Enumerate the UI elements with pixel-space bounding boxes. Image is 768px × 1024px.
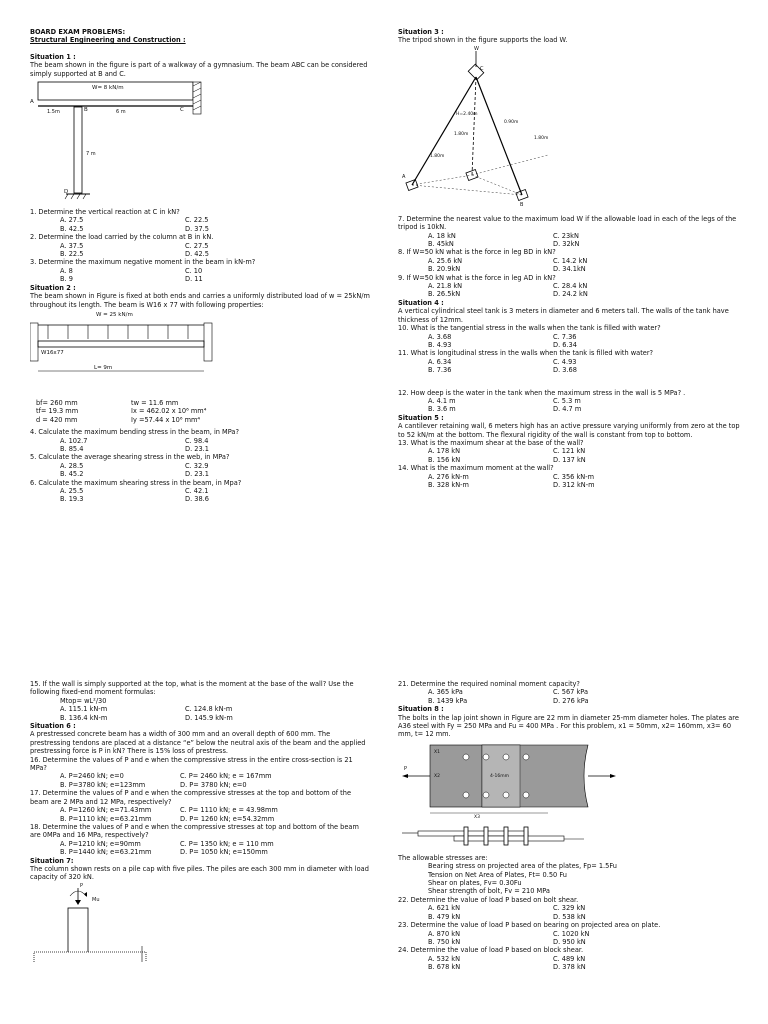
option: C. P= 1110 kN; e = 43.98mm [180, 806, 278, 815]
option: D. 378 kN [553, 963, 586, 972]
option: D. 312 kN-m [553, 481, 595, 489]
question-text: 21. Determine the required nominal moment capacity? [398, 680, 580, 688]
tripod-figure [398, 45, 743, 215]
doc-title: BOARD EXAM PROBLEMS: [30, 28, 126, 36]
situation-7-title: Situation 7: [30, 856, 74, 865]
option: B. 328 kN-m [428, 481, 469, 489]
option: C. 5.3 m [553, 396, 581, 405]
fig8-label-x2: X2 [434, 773, 440, 779]
fig2-section-label: W16x77 [41, 349, 64, 356]
question-text: 10. What is the tangential stress in the walls when the tank is filled with water? [398, 324, 661, 333]
property: d = 420 mm [36, 415, 78, 424]
option: D. 11 [185, 275, 203, 284]
fig7-label-p: P [80, 882, 84, 889]
property: tf= 19.3 mm [36, 407, 79, 416]
situation-5-title: Situation 5 : [398, 413, 444, 422]
allowable-stresses-title: The allowable stresses are: [398, 853, 488, 862]
question-text: 7. Determine the nearest value to the maximum load W if the allowable load in each of the legs of the tripod is 10kN. [398, 214, 737, 232]
fig7-label-mu: Mu [92, 896, 100, 903]
option: B. 156 kN [428, 455, 461, 464]
option: B. 45.2 [60, 470, 84, 479]
situation-3-desc: The tripod shown in the figure supports the load W. [398, 36, 568, 45]
option: B. 678 kN [428, 963, 461, 972]
question-16 [30, 756, 370, 790]
question-text: 2. Determine the load carried by the column at B in kN. [30, 233, 214, 242]
option: B. 20.9kN [428, 265, 461, 274]
beam-column-svg [30, 78, 230, 208]
option: A. 3.68 [428, 332, 452, 341]
option: D. 276 kPa [553, 696, 589, 705]
question-text: 18. Determine the values of P and e when the compressive stresses at top and bottom of the beam are 0MPa and 16 MPa, respectively? [30, 822, 359, 840]
fig3-label-w: W [474, 45, 479, 52]
option: B. 4.93 [428, 340, 452, 349]
situation-8-desc: The bolts in the lap joint shown in Figure are 22 mm in diameter 25-mm diameter holes. The plates are A36 steel with Fy = 250 MPa and Fu = 400 MPa . For this problem, x1 = 50mm, x2= 160mm, x3= 60 mm, t= 12 mm. [398, 713, 739, 739]
question-12 [398, 389, 743, 414]
situation-7-desc: The column shown rests on a pile cap with five piles. The piles are each 300 mm in diameter with load capacity of 320 kN. [30, 864, 369, 882]
option: B. 26.5kN [428, 290, 461, 299]
question-22 [398, 896, 743, 921]
allowable-stresses-list [398, 862, 743, 896]
option: A. 102.7 [60, 436, 88, 445]
option: D. 23.1 [185, 444, 209, 453]
fig1-label-c: C [180, 107, 184, 114]
question-text: 3. Determine the maximum negative moment in the beam in kN-m? [30, 258, 256, 267]
option: B. 22.5 [60, 250, 84, 259]
option: B. 9 [60, 275, 73, 284]
option: C. 14.2 kN [553, 256, 588, 265]
option: D. 32kN [553, 240, 580, 249]
fig1-label-b: B [84, 107, 88, 114]
situation-4-desc: A vertical cylindrical steel tank is 3 meters in diameter and 6 meters tall. The walls of the tank have thickness of 12mm. [398, 307, 729, 324]
question-text: 8. If W=50 kN what is the force in leg BD in kN? [398, 248, 556, 257]
option: B. 19.3 [60, 495, 84, 504]
left-column-top [30, 28, 370, 504]
fixed-beam-figure [30, 309, 370, 399]
question-1 [30, 208, 370, 233]
fig3-dim-3: 1.80m [454, 131, 469, 137]
option: A. 6.34 [428, 357, 452, 366]
option: C. 98.4 [185, 436, 209, 445]
question-text: 12. How deep is the water in the tank when the maximum stress in the wall is 5 MPa? . [398, 388, 686, 397]
question-7 [398, 215, 743, 249]
fig1-dim-1: 1.5m [47, 109, 60, 116]
option: C. 32.9 [185, 461, 209, 470]
option: A. P=1210 kN; e=90mm [60, 839, 141, 848]
option: A. 25.6 kN [428, 256, 463, 265]
fig3-label-a: A [402, 173, 406, 180]
option: C. 28.4 kN [553, 282, 588, 291]
beam-column-figure [30, 78, 370, 208]
option: C. 489 kN [553, 954, 586, 963]
fig3-dim-5: 1.80m [430, 153, 445, 159]
option: B. 7.36 [428, 366, 452, 375]
fig1-label-d: D [64, 189, 69, 196]
option: D. 145.9 kN-m [185, 713, 233, 722]
tripod-svg [398, 45, 598, 215]
fig1-dim-3: 7 m [86, 151, 96, 158]
question-11 [398, 349, 743, 374]
option: A. 27.5 [60, 216, 84, 225]
allowable-stress: Shear strength of bolt, Fv = 210 MPa [428, 887, 550, 896]
option: A. 276 kN-m [428, 472, 469, 481]
option: B. 479 kN [428, 912, 461, 921]
situation-1-desc: The beam shown in the figure is part of a walkway of a gymnasium. The beam ABC can be considered simply supported at B and C. [30, 61, 368, 78]
question-24 [398, 946, 743, 971]
question-2 [30, 233, 370, 258]
question-15 [30, 680, 370, 722]
option: A. 532 kN [428, 954, 461, 963]
question-text: 11. What is longitudinal stress in the walls when the tank is filled with water? [398, 349, 654, 358]
question-17 [30, 789, 370, 823]
pile-cap-svg [30, 882, 230, 962]
question-18 [30, 823, 370, 857]
question-10 [398, 324, 743, 349]
formula: Mtop= wL²/30 [60, 696, 107, 705]
option: A. 365 kPa [428, 688, 463, 697]
option: A. 37.5 [60, 241, 84, 250]
option: B. 136.4 kN-m [60, 713, 108, 722]
question-9 [398, 274, 743, 299]
question-13 [398, 439, 743, 464]
option: D. P= 1260 kN; e=54.32mm [180, 814, 275, 823]
option: B. P=1110 kN; e=63.21mm [60, 814, 152, 823]
option: D. 23.1 [185, 470, 209, 479]
option: D. 538 kN [553, 912, 586, 921]
option: A. P=1260 kN; e=71.43mm [60, 806, 152, 815]
fig2-load-label: W = 25 kN/m [96, 311, 133, 318]
question-text: 22. Determine the value of load P based on bolt shear. [398, 895, 579, 904]
question-text: 5. Calculate the average shearing stress in the web, in MPa? [30, 453, 230, 462]
option: B. 42.5 [60, 224, 84, 233]
fig8-label-x1: X1 [434, 749, 440, 755]
pile-cap-figure [30, 882, 370, 962]
option: C. 1020 kN [553, 929, 590, 938]
situation-6-title: Situation 6 : [30, 722, 76, 731]
doc-subtitle: Structural Engineering and Construction : [30, 36, 186, 45]
situation-2-desc: The beam shown in Figure is fixed at both ends and carries a uniformly distributed load of w = 25kN/m throughout its length. The beam is W16 x 77 with following properties: [30, 292, 370, 309]
property: bf= 260 mm [36, 398, 78, 407]
fig3-dim-1: H=2.40m [456, 111, 478, 117]
option: C. 356 kN-m [553, 472, 595, 481]
question-23 [398, 921, 743, 946]
section-properties [30, 399, 370, 424]
question-4 [30, 428, 370, 453]
fig8-label-p-left: P [404, 765, 408, 772]
fig8-label-x3: X3 [474, 814, 480, 820]
option: B. 1439 kPa [428, 696, 468, 705]
property: Iy =57.44 x 10⁶ mm⁴ [131, 415, 201, 424]
right-column-bottom [398, 680, 743, 972]
fig1-dim-2: 6 m [116, 109, 126, 116]
option: A. 115.1 kN-m [60, 705, 108, 714]
option: C. 10 [185, 266, 203, 275]
question-6 [30, 479, 370, 504]
property: tw = 11.6 mm [131, 398, 179, 407]
option: D. 24.2 kN [553, 290, 588, 299]
option: A. 870 kN [428, 929, 461, 938]
question-text: 16. Determine the values of P and e when the compressive stress in the entire cross-section is 21 MPa? [30, 755, 353, 773]
property: Ix = 462.02 x 10⁶ mm⁴ [131, 407, 207, 416]
option: A. 4.1 m [428, 396, 456, 405]
option: C. 329 kN [553, 904, 586, 913]
option: C. 23kN [553, 231, 579, 240]
option: A. 28.5 [60, 461, 84, 470]
situation-1-title: Situation 1 : [30, 52, 76, 61]
question-text: 9. If W=50 kN what is the force in leg AD in kN? [398, 273, 556, 282]
option: D. 3.68 [553, 366, 577, 375]
allowable-stress: Shear on plates, Fv= 0.30Fu [428, 879, 522, 888]
situation-4-title: Situation 4 : [398, 298, 444, 307]
fig8-label-thickness: 4-16mm [490, 773, 509, 779]
option: A. 621 kN [428, 904, 461, 913]
fig3-label-c: C [480, 65, 484, 72]
allowable-stress: Tension on Net Area of Plates, Ft= 0.50 Fu [428, 870, 567, 879]
option: D. 34.1kN [553, 265, 586, 274]
option: D. 4.7 m [553, 405, 582, 414]
option: C. 7.36 [553, 332, 577, 341]
option: B. 45kN [428, 240, 454, 249]
question-text: 6. Calculate the maximum shearing stress in the beam, in Mpa? [30, 478, 242, 487]
option: A. P=2460 kN; e=0 [60, 772, 124, 781]
option: D. P= 1050 kN; e=150mm [180, 848, 268, 857]
question-text: 1. Determine the vertical reaction at C in kN? [30, 208, 180, 217]
question-text: 17. Determine the values of P and e when the compressive stresses at the top and bottom of the beam are 2 MPa and 12 MPa, respectively? [30, 789, 352, 806]
question-text: 23. Determine the value of load P based on bearing on projected area on plate. [398, 921, 661, 930]
option: A. 8 [60, 266, 73, 275]
situation-8-title: Situation 8 : [398, 705, 444, 714]
option: D. 950 kN [553, 937, 586, 946]
question-text: 15. If the wall is simply supported at the top, what is the moment at the base of the wall? Use the following fixed-end moment formulas: [30, 680, 354, 697]
option: D. 137 kN [553, 455, 586, 464]
fig2-span-label: L= 9m [94, 364, 113, 371]
option: B. P=3780 kN; e=123mm [60, 780, 146, 789]
option: C. 567 kPa [553, 688, 589, 697]
option: A. 18 kN [428, 231, 456, 240]
option: C. P= 1350 kN; e = 110 mm [180, 839, 274, 848]
situation-6-desc: A prestressed concrete beam has a width of 300 mm and an overall depth of 600 mm. The prestressing tendons are placed at a distance “e” below the neutral axis of the beam and the applied prestressing force is P in kN? There is 15% loss of prestress. [30, 730, 366, 756]
option: A. 21.8 kN [428, 282, 463, 291]
fig1-label-a: A [30, 99, 34, 106]
option: B. 3.6 m [428, 405, 456, 414]
left-column-bottom [30, 680, 370, 962]
fig1-load-label: W= 8 kN/m [92, 85, 124, 92]
lap-joint-svg [398, 739, 628, 854]
question-14 [398, 464, 743, 489]
option: B. P=1440 kN; e=63.21mm [60, 848, 152, 857]
question-text: 14. What is the maximum moment at the wall? [398, 464, 554, 473]
option: D. 42.5 [185, 250, 209, 259]
situation-2-title: Situation 2 : [30, 283, 76, 292]
option: A. 25.5 [60, 486, 84, 495]
question-text: 4. Calculate the maximum bending stress in the beam, in MPa? [30, 428, 239, 437]
situation-3-title: Situation 3 : [398, 28, 444, 36]
option: C. 121 kN [553, 447, 586, 456]
option: D. 38.6 [185, 495, 209, 504]
option: C. 124.8 kN-m [185, 705, 233, 714]
fig3-label-b: B [520, 201, 524, 208]
option: D. P= 3780 kN; e=0 [180, 780, 247, 789]
question-8 [398, 248, 743, 273]
option: B. 85.4 [60, 444, 84, 453]
question-3 [30, 258, 370, 283]
question-text: 24. Determine the value of load P based on block shear. [398, 946, 584, 955]
question-5 [30, 453, 370, 478]
option: D. 37.5 [185, 224, 209, 233]
option: C. P= 2460 kN; e = 167mm [180, 772, 272, 781]
option: D. 6.34 [553, 340, 577, 349]
question-text: 13. What is the maximum shear at the base of the wall? [398, 438, 584, 447]
allowable-stress: Bearing stress on projected area of the plates, Fp= 1.5Fu [428, 862, 617, 871]
fig3-dim-2: 0.90m [504, 119, 519, 125]
option: C. 4.93 [553, 357, 577, 366]
lap-joint-figure [398, 739, 743, 854]
right-column-top [398, 28, 743, 489]
question-21 [398, 680, 743, 705]
option: C. 27.5 [185, 241, 209, 250]
option: C. 42.1 [185, 486, 209, 495]
fig3-dim-4: 1.80m [534, 135, 549, 141]
option: C. 22.5 [185, 216, 209, 225]
situation-5-desc: A cantilever retaining wall, 6 meters high has an active pressure varying uniformly from zero at the top to 52 kN/m at the bottom. The flexural rigidity of the wall is constant from top to bottom. [398, 422, 740, 439]
option: B. 750 kN [428, 937, 461, 946]
option: A. 178 kN [428, 447, 461, 456]
